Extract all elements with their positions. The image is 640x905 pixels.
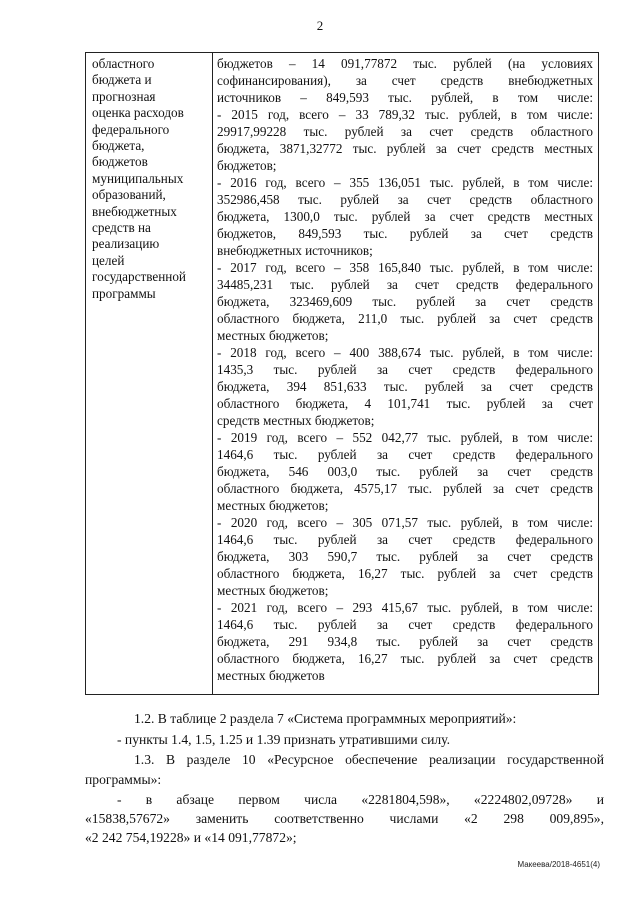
left-cell-line: образований, [92,187,166,203]
left-cell-line: программы [92,285,156,301]
right-cell-line: бюджета, 1300,0 тыс. рублей за счет средств местных [217,209,593,224]
paragraph-1-2: 1.2. В таблице 2 раздела 7 «Система программных мероприятий»: [134,711,517,726]
right-cell-line: местных бюджетов; [217,498,329,513]
left-cell-line: прогнозная [92,88,156,104]
right-cell-line: 1464,6 тыс. рублей за счет средств федерального [217,617,593,632]
right-cell-line: - 2019 год, всего – 552 042,77 тыс. рублей, в том числе: [217,430,593,445]
right-cell-line: бюджета, 3871,32772 тыс. рублей за счет средств местных [217,141,593,156]
table-left-column [86,53,213,694]
right-cell-line: средств местных бюджетов; [217,413,375,428]
paragraph-1-3-item-line3: «2 242 754,19228» и «14 091,77872»; [85,830,297,845]
right-cell-line: - 2021 год, всего – 293 415,67 тыс. рублей, в том числе: [217,600,593,615]
left-cell-line: средств на [92,220,151,236]
right-cell-line: областного бюджета, 4 101,741 тыс. рублей за счет [217,396,593,411]
right-cell-line: источников – 849,593 тыс. рублей, в том числе: [217,90,593,105]
left-cell-line: целей [92,252,125,268]
right-cell-line: бюджетов – 14 091,77872 тыс. рублей (на условиях [217,56,593,71]
right-cell-line: софинансирования), за счет средств внебюджетных [217,73,593,88]
right-cell-line: бюджетов; [217,158,277,173]
paragraph-1-3-item-line1: - в абзаце первом числа «2281804,598», «2224802,09728» и [117,792,604,807]
right-cell-line: местных бюджетов; [217,328,329,343]
right-cell-line: бюджета, 323469,609 тыс. рублей за счет средств [217,294,593,309]
paragraph-1-3-line1: 1.3. В разделе 10 «Ресурсное обеспечение реализации государственной [134,752,604,767]
right-cell-line: 34485,231 тыс. рублей за счет средств федерального [217,277,593,292]
right-cell-line: областного бюджета, 16,27 тыс. рублей за счет средств [217,651,593,666]
right-cell-line: областного бюджета, 4575,17 тыс. рублей за счет средств [217,481,593,496]
right-cell-line: бюджета, 303 590,7 тыс. рублей за счет средств [217,549,593,564]
paragraph-1-3-line2: программы»: [85,772,162,787]
left-cell-line: бюджета, [92,138,145,154]
right-cell-line: местных бюджетов [217,668,325,683]
right-cell-line: областного бюджета, 211,0 тыс. рублей за счет средств [217,311,593,326]
right-cell-line: 29917,99228 тыс. рублей за счет средств областного [217,124,593,139]
left-cell-line: реализацию [92,236,160,252]
left-cell-line: муниципальных [92,170,184,186]
right-cell-line: 1464,6 тыс. рублей за счет средств федерального [217,532,593,547]
right-cell-line: внебюджетных источников; [217,243,373,258]
right-cell-line: бюджета, 546 003,0 тыс. рублей за счет средств [217,464,593,479]
right-cell-line: 1464,6 тыс. рублей за счет средств федерального [217,447,593,462]
right-cell-line: - 2017 год, всего – 358 165,840 тыс. рублей, в том числе: [217,260,593,275]
right-cell-line: бюджета, 291 934,8 тыс. рублей за счет средств [217,634,593,649]
left-cell-line: федерального [92,121,170,137]
paragraph-1-3-item-line2: «15838,57672» заменить соответственно числами «2 298 009,895», [85,811,604,826]
table-right-column [213,53,598,694]
right-cell-line: - 2020 год, всего – 305 071,57 тыс. рублей, в том числе: [217,515,593,530]
right-cell-line: - 2016 год, всего – 355 136,051 тыс. рублей, в том числе: [217,175,593,190]
left-cell-line: внебюджетных [92,203,177,219]
left-cell-line: областного [92,56,155,71]
right-cell-line: - 2018 год, всего – 400 388,674 тыс. рублей, в том числе: [217,345,593,360]
left-cell-line: бюджетов [92,154,148,170]
right-cell-line: бюджета, 394 851,633 тыс. рублей за счет средств [217,379,593,394]
footer-reference: Макеева/2018-4651(4) [517,860,600,869]
right-cell-line: бюджетов, 849,593 тыс. рублей за счет средств [217,226,593,241]
right-cell-line: - 2015 год, всего – 33 789,32 тыс. рублей, в том числе: [217,107,593,122]
left-cell-line: оценка расходов [92,105,184,121]
left-cell-line: государственной [92,269,186,285]
left-cell-line: бюджета и [92,72,152,88]
right-cell-line: 352986,458 тыс. рублей за счет средств областного [217,192,593,207]
right-cell-line: местных бюджетов; [217,583,329,598]
resource-table [85,52,599,695]
page-number: 2 [316,18,324,33]
right-cell-line: областного бюджета, 16,27 тыс. рублей за счет средств [217,566,593,581]
right-cell-line: 1435,3 тыс. рублей за счет средств федерального [217,362,593,377]
paragraph-1-2-item: - пункты 1.4, 1.5, 1.25 и 1.39 признать утратившими силу. [117,732,450,747]
